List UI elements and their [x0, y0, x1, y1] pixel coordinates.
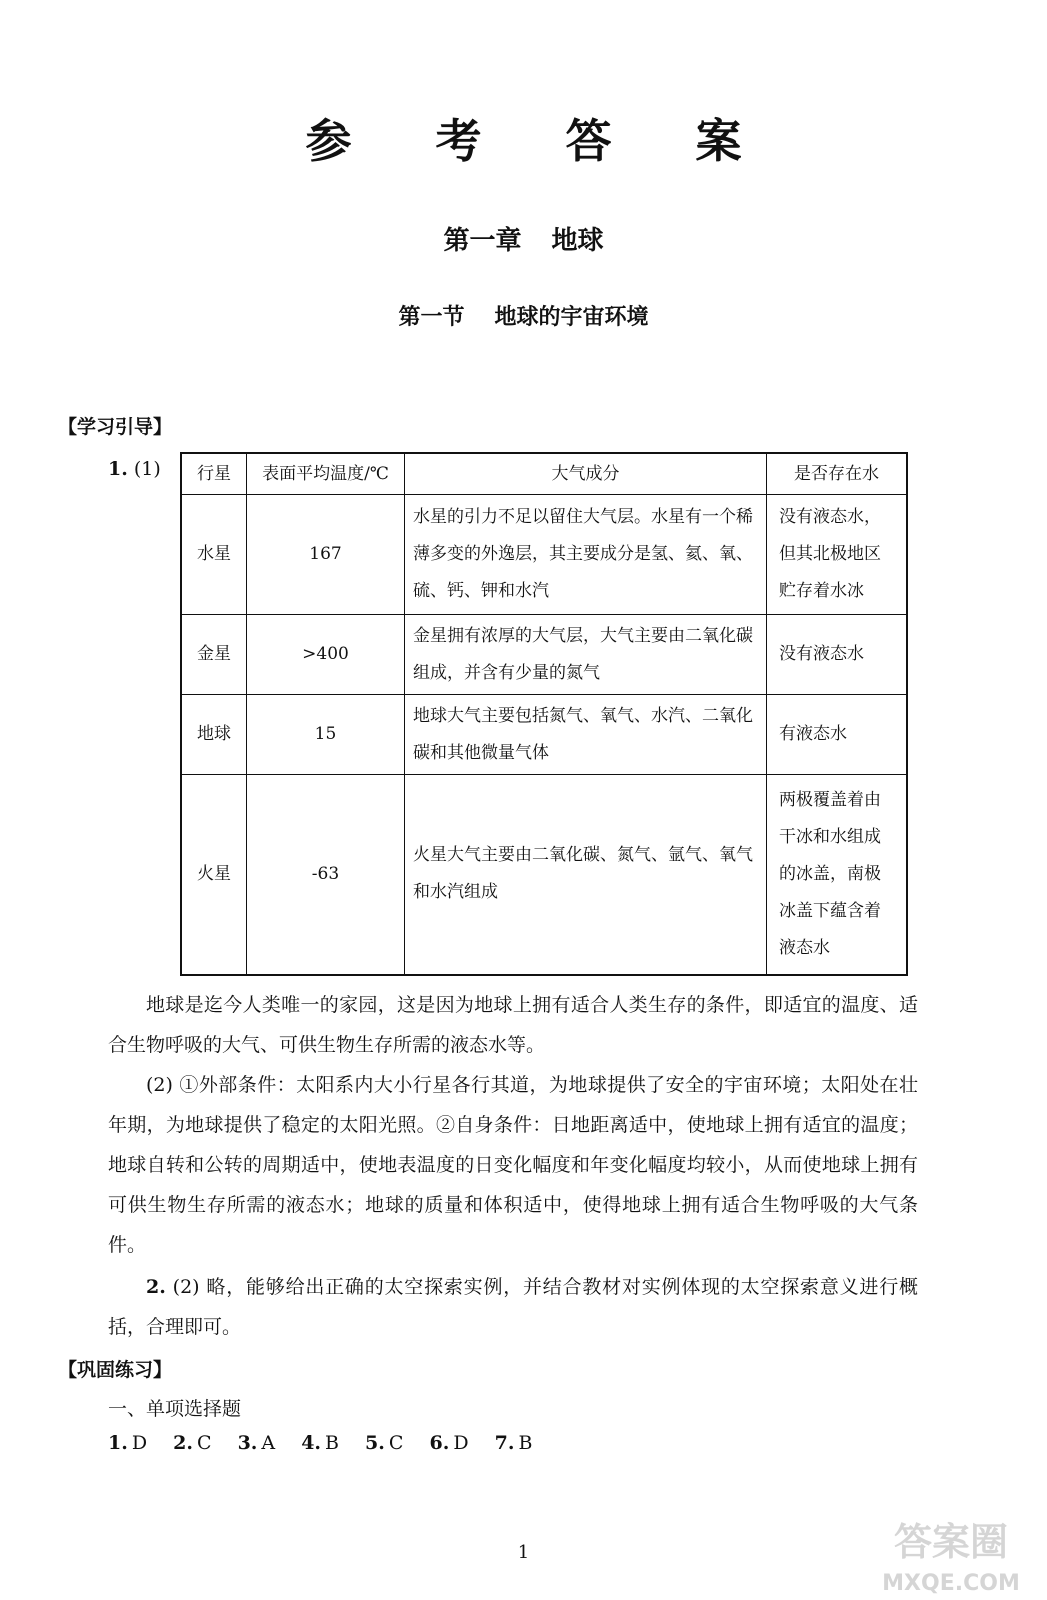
- watermark-logo: [856, 1510, 1046, 1600]
- atmosphere-cell: 地球大气主要包括氮气、氧气、水汽、二氧化碳和其他微量气体: [405, 695, 767, 775]
- planet-cell: 地球: [181, 695, 247, 775]
- atmosphere-cell: 火星大气主要由二氧化碳、氮气、氩气、氧气和水汽组成: [405, 775, 767, 975]
- list-item: 1. D: [108, 1432, 148, 1454]
- question-number: 2.: [146, 1276, 166, 1298]
- list-item: 2. C: [173, 1432, 212, 1454]
- atmosphere-cell: 金星拥有浓厚的大气层，大气主要由二氧化碳组成，并含有少量的氮气: [405, 615, 767, 695]
- watermark-bottom-text: MXQE.COM: [882, 1571, 1020, 1596]
- question-1-label: [108, 458, 161, 480]
- list-item: 6. D: [429, 1432, 469, 1454]
- section-number: 第一节: [398, 305, 465, 330]
- header-water: 是否存在水: [767, 453, 908, 495]
- temperature-cell: >400: [247, 615, 405, 695]
- list-item: 4. B: [301, 1432, 339, 1454]
- table-row: [181, 695, 907, 775]
- planet-table: [180, 452, 908, 976]
- section-title: [0, 300, 1047, 331]
- list-item: 3. A: [237, 1432, 276, 1454]
- chapter-title: [0, 220, 1047, 257]
- temperature-cell: 167: [247, 495, 405, 615]
- temperature-cell: 15: [247, 695, 405, 775]
- list-item: 7. B: [494, 1432, 533, 1454]
- chapter-number: 第一章: [443, 226, 522, 256]
- section-name: 地球的宇宙环境: [494, 305, 649, 330]
- watermark-top-text: 答案圈: [893, 1520, 1009, 1564]
- water-cell: 有液态水: [767, 695, 908, 775]
- list-item: 5. C: [365, 1432, 404, 1454]
- paragraph-conditions: (2) ①外部条件：太阳系内大小行星各行其道，为地球提供了安全的宇宙环境；太阳处在壮年期，为地球提供了稳定的太阳光照。②自身条件：日地距离适中，使地球上拥有适宜的温度；地球自转和公转的周期适中，使地表温度的日变化幅度和年变化幅度均较小，从而使地球上拥有可供生物生存所需的液态水；地球的质量和体积适中，使得地球上拥有适合生物呼吸的大气条件。: [108, 1074, 918, 1256]
- question-2-paragraph: [108, 1267, 918, 1347]
- study-guide-heading: 【学习引导】: [58, 416, 173, 438]
- header-planet: 行星: [181, 453, 247, 495]
- water-cell: 两极覆盖着由干冰和水组成的冰盖，南极冰盖下蕴含着液态水: [767, 775, 908, 975]
- water-cell: 没有液态水: [767, 615, 908, 695]
- header-atmosphere: 大气成分: [405, 453, 767, 495]
- planet-cell: 水星: [181, 495, 247, 615]
- question-number: 1.: [108, 458, 128, 480]
- table-row: [181, 495, 907, 615]
- answer-list: [108, 1432, 552, 1454]
- planet-cell: 火星: [181, 775, 247, 975]
- page-number: 1: [517, 1542, 530, 1563]
- water-cell: 没有液态水，但其北极地区贮存着水冰: [767, 495, 908, 615]
- table-row: [181, 615, 907, 695]
- temperature-cell: -63: [247, 775, 405, 975]
- table-row: [181, 775, 907, 975]
- subheading-single-choice: 一、单项选择题: [108, 1398, 242, 1420]
- practice-heading: 【巩固练习】: [58, 1359, 173, 1381]
- paragraph-earth-home: 地球是迄今人类唯一的家园，这是因为地球上拥有适合人类生存的条件，即适宜的温度、适合生物呼吸的大气、可供生物生存所需的液态水等。: [108, 994, 918, 1056]
- chapter-name: 地球: [551, 226, 604, 256]
- atmosphere-cell: 水星的引力不足以留住大气层。水星有一个稀薄多变的外逸层，其主要成分是氢、氦、氧、硫、钙、钾和水汽: [405, 495, 767, 615]
- header-temperature: 表面平均温度/℃: [247, 453, 405, 495]
- table-header-row: [181, 453, 907, 495]
- question-2-text: (2) 略，能够给出正确的太空探索实例，并结合教材对实例体现的太空探索意义进行概括，合理即可。: [108, 1276, 918, 1338]
- sub-question-number: (1): [133, 458, 161, 480]
- page-title: 参 考 答 案: [305, 114, 776, 168]
- planet-cell: 金星: [181, 615, 247, 695]
